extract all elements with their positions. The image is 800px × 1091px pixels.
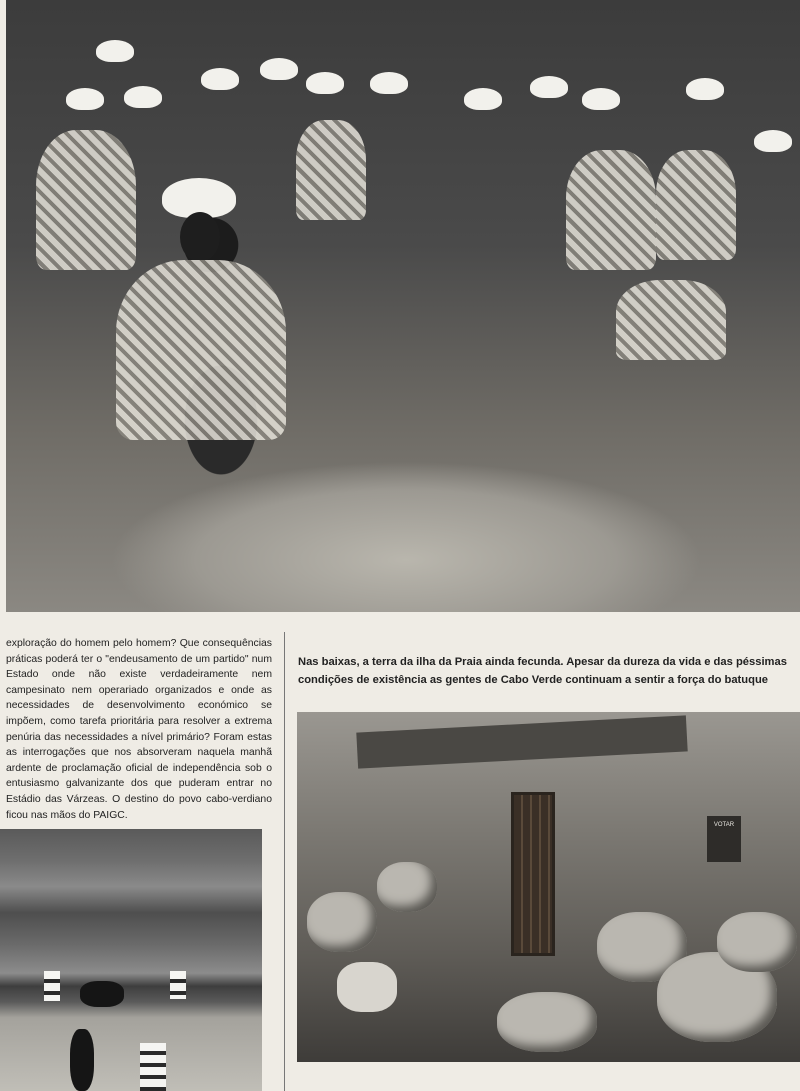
- dancer-dress: [116, 260, 286, 440]
- crowd-dress: [566, 150, 656, 270]
- headscarf: [582, 88, 620, 110]
- headscarf: [370, 72, 408, 94]
- headscarf: [260, 58, 298, 80]
- stone: [377, 862, 437, 912]
- hut-roof: [356, 715, 687, 768]
- field-post: [44, 971, 60, 1001]
- headscarf: [201, 68, 239, 90]
- stone: [307, 892, 377, 952]
- headscarf: [530, 76, 568, 98]
- crowd-dress: [36, 130, 136, 270]
- hut-door: [511, 792, 555, 956]
- photo-crowd-batuque: [6, 0, 800, 612]
- headscarf: [124, 86, 162, 108]
- vote-sign: [707, 816, 741, 862]
- headscarf: [686, 78, 724, 100]
- headscarf: [66, 88, 104, 110]
- photo-stone-house: [297, 712, 800, 1062]
- vote-sign-text: VOTAR: [713, 822, 735, 828]
- column-divider: [284, 632, 285, 1091]
- article-body-text: exploração do homem pelo homem? Que consequências práticas poderá ter o "endeusamento de um partido" num Estado onde não existe verdadeiramente nem campesinato nem operariado organizados e onde as necessidades de desenvolvimento económico se impõem, como tarefa prioritária para resolver a extrema penúria das necessidades a nível primário? Foram estas as interrogações que nos absorveram naquela manhã ardente de proclamação oficial de independência sob o entusiasmo galvanizante dos que puderam entrar no Estádio das Várzeas. O destino do povo cabo-verdiano ficou nas mãos do PAIGC.: [6, 638, 272, 821]
- crowd-dress: [656, 150, 736, 260]
- goat: [337, 962, 397, 1012]
- photo-caption: Nas baixas, a terra da ilha da Praia ainda fecunda. Apesar da dureza da vida e das péssimas condições de existência as gentes de Cabo Verde continuam a sentir a força do batuque: [298, 656, 787, 686]
- goat: [70, 1029, 94, 1091]
- headscarf: [464, 88, 502, 110]
- field-post: [140, 1043, 166, 1091]
- photo-field-goats: [0, 829, 262, 1091]
- crowd-dress: [616, 280, 726, 360]
- dancer-face: [180, 212, 220, 262]
- headscarf: [754, 130, 792, 152]
- stone: [717, 912, 797, 972]
- stone: [497, 992, 597, 1052]
- field-post: [170, 971, 186, 999]
- crowd-dress: [296, 120, 366, 220]
- headscarf: [96, 40, 134, 62]
- headscarf: [306, 72, 344, 94]
- goat: [80, 981, 124, 1007]
